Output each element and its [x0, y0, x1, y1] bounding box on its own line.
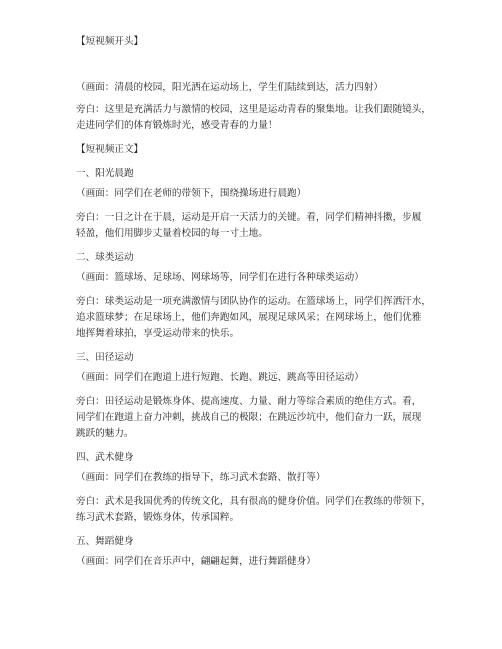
opening-narration-line-1: 旁白：这里是充满活力与激情的校园，这里是运动青春的聚集地。让我们跟随镜头，	[76, 104, 431, 115]
opening-narration-line-2: 走进同学们的体育锻炼时光，感受青春的力量！	[76, 120, 278, 131]
opening-scene: （画面：清晨的校园，阳光洒在运动场上，学生们陆续到达，活力四射）	[76, 82, 383, 93]
section-narration-line: 旁白：一日之计在于晨，运动是开启一天活力的关键。看，同学们精神抖擞，步履	[76, 212, 422, 223]
section-scene: （画面：同学们在教练的指导下，练习武术套路、散打等）	[76, 472, 326, 483]
section-title: 四、武术健身	[76, 452, 134, 463]
section-title: 二、球类运动	[76, 252, 134, 263]
opening-heading: 【短视频开头】	[76, 36, 144, 47]
section-narration-line: 追求篮球梦；在足球场上，他们奔跑如风，展现足球风采；在网球场上，他们优雅	[76, 312, 422, 323]
section-narration-line: 旁白：武术是我国优秀的传统文化，具有很高的健身价值。同学们在教练的带领下，	[76, 496, 431, 507]
section-narration-line: 轻盈，他们用脚步丈量着校园的每一寸土地。	[76, 228, 268, 239]
section-scene: （画面：篮球场、足球场、网球场等，同学们在进行各种球类运动）	[76, 272, 364, 283]
section-narration-line: 旁白：球类运动是一项充满激情与团队协作的运动。在篮球场上，同学们挥洒汗水，	[76, 296, 431, 307]
section-title: 五、舞蹈健身	[76, 536, 134, 547]
section-narration-line: 同学们在跑道上奋力冲刺，挑战自己的极限；在跳远沙坑中，他们奋力一跃，展现	[76, 412, 422, 423]
section-narration-line: 旁白：田径运动是锻炼身体、提高速度、力量、耐力等综合素质的绝佳方式。看，	[76, 396, 422, 407]
section-title: 一、阳光晨跑	[76, 168, 134, 179]
section-narration-line: 练习武术套路，锻炼身体，传承国粹。	[76, 512, 240, 523]
section-narration-line: 跳跃的魅力。	[76, 428, 134, 439]
section-scene: （画面：同学们在音乐声中，翩翩起舞，进行舞蹈健身）	[76, 556, 316, 567]
section-scene: （画面：同学们在跑道上进行短跑、长跑、跳远、跳高等田径运动）	[76, 372, 364, 383]
body-heading: 【短视频正文】	[76, 144, 144, 155]
section-scene: （画面：同学们在老师的带领下，围绕操场进行晨跑）	[76, 188, 307, 199]
section-title: 三、田径运动	[76, 352, 134, 363]
section-narration-line: 地挥舞着球拍，享受运动带来的快乐。	[76, 328, 240, 339]
